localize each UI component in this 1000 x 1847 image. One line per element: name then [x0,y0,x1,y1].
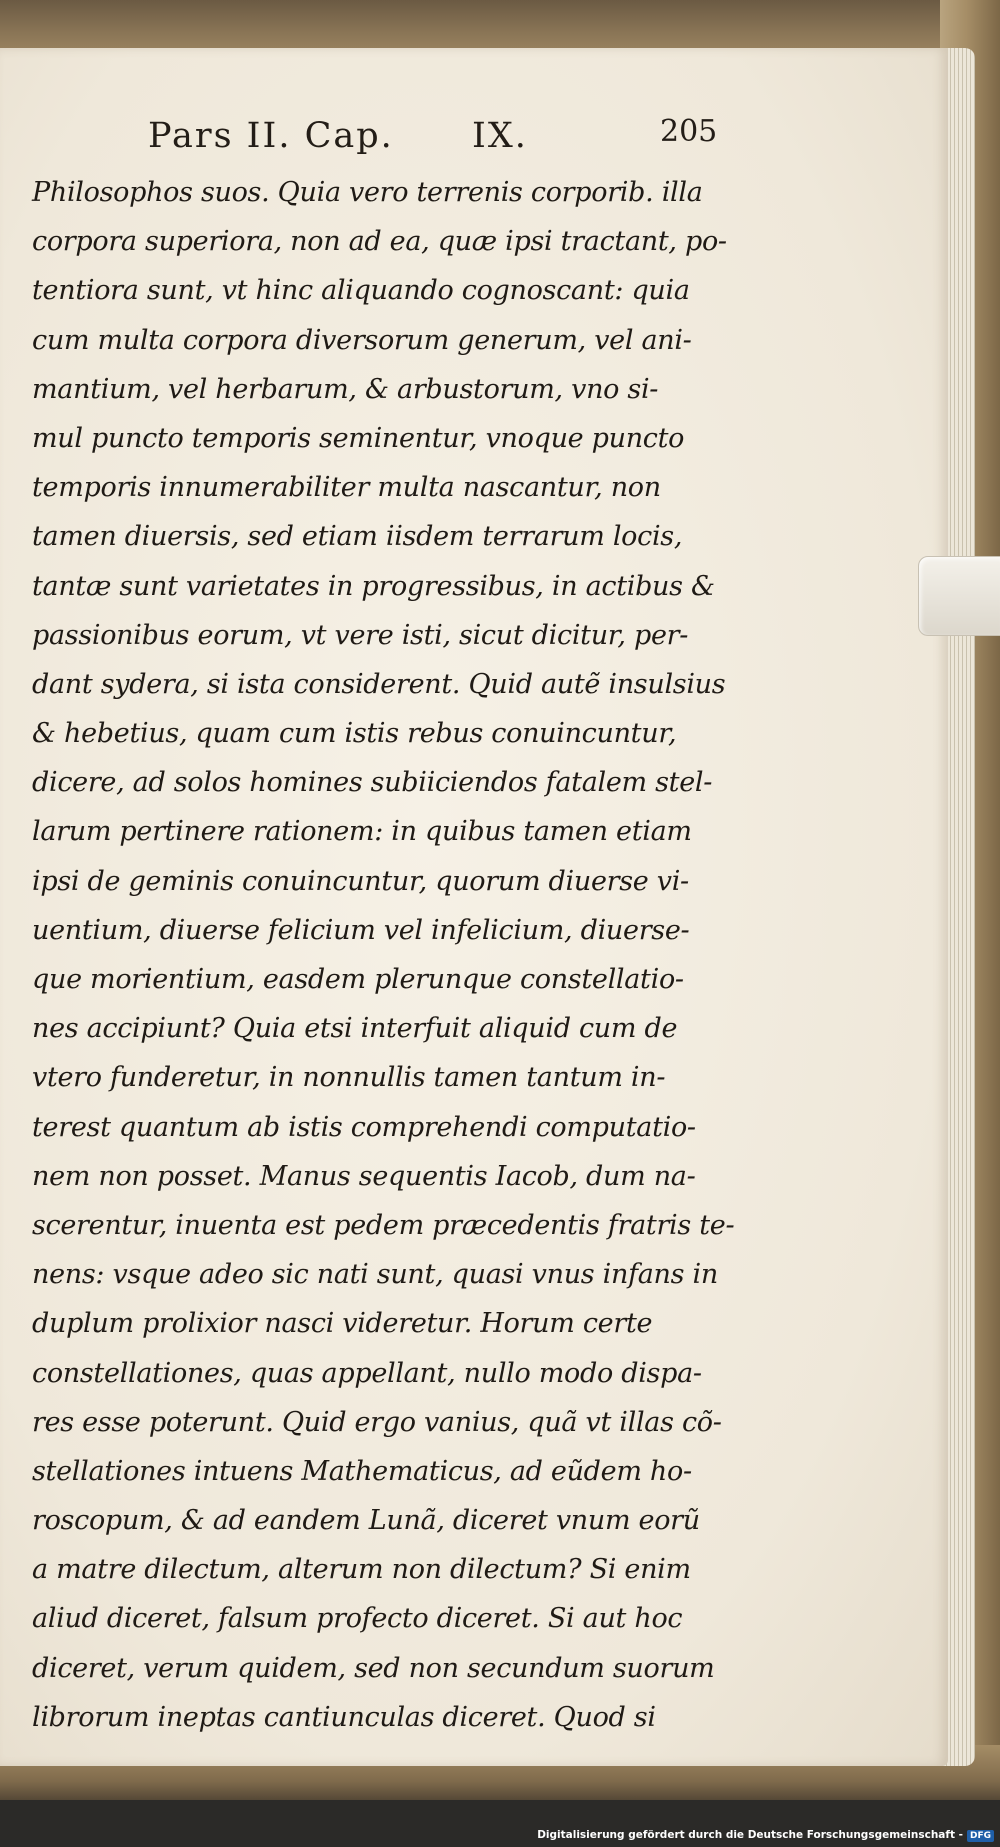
text-line: constellationes, quas appellant, nullo modo dispa- [32,1357,702,1389]
text-line: aliud diceret, falsum profecto diceret. Si aut hoc [32,1603,683,1635]
credit-text: Digitalisierung gefördert durch die Deutsche Forschungsgemeinschaft - [537,1829,963,1841]
text-line: librorum ineptas cantiunculas diceret. Quod si [32,1701,656,1733]
text-line: duplum prolixior nasci videretur. Horum certe [32,1308,653,1340]
text-line: uentium, diuerse felicium vel infelicium, diuerse- [32,914,690,946]
text-line: roscopum, & ad eandem Lunã, diceret vnum eorũ [32,1505,700,1537]
page-number: 205 [660,114,718,149]
text-line: & hebetius, quam cum istis rebus conuincuntur, [32,718,677,750]
text-line: passionibus eorum, vt vere isti, sicut dicitur, per- [32,619,689,651]
text-line: nens: vsque adeo sic nati sunt, quasi vnus infans in [32,1259,718,1291]
text-line: corpora superiora, non ad ea, quæ ipsi tractant, po- [32,226,727,258]
text-line: res esse poterunt. Quid ergo vanius, quã vt illas cõ- [32,1406,722,1438]
text-line: dicere, ad solos homines subiiciendos fatalem stel- [32,767,713,799]
text-line: terest quantum ab istis comprehendi computatio- [32,1111,696,1143]
text-line: diceret, verum quidem, sed non secundum suorum [32,1652,715,1684]
text-line: dant sydera, si ista considerent. Quid autẽ insulsius [32,668,726,700]
text-line: tentiora sunt, vt hinc aliquando cognoscant: quia [32,275,690,307]
running-header [148,116,708,156]
text-line: larum pertinere rationem: in quibus tamen etiam [32,816,692,848]
text-line: mul puncto temporis seminentur, vnoque puncto [32,422,685,454]
text-line: Philosophos suos. Quia vero terrenis corporib. illa [32,177,703,208]
text-line: nem non posset. Manus sequentis Iacob, dum na- [32,1160,696,1192]
text-line: ipsi de geminis conuincuntur, quorum diuerse vi- [32,865,689,897]
text-line: mantium, vel herbarum, & arbustorum, vno si- [32,373,659,405]
body-text [32,168,744,1742]
text-line: a matre dilectum, alterum non dilectum? Si enim [32,1554,691,1586]
text-line: que morientium, easdem plerunque constellatio- [32,964,684,995]
text-line: stellationes intuens Mathematicus, ad eũdem ho- [32,1455,692,1487]
page-clip-tab [918,556,1000,636]
text-line: nes accipiunt? Quia etsi interfuit aliquid cum de [32,1013,678,1045]
text-line: temporis innumerabiliter multa nascantur, non [32,472,661,504]
text-line: scerentur, inuenta est pedem præcedentis fratris te- [32,1209,735,1241]
header-chapter: IX. [472,116,528,156]
header-title: Pars II. Cap. [148,116,394,156]
text-line: tantæ sunt varietates in progressibus, in actibus & [32,570,715,602]
text-line: tamen diuersis, sed etiam iisdem terrarum locis, [32,521,683,553]
dfg-logo: DFG [967,1830,994,1842]
text-line: cum multa corpora diversorum generum, vel ani- [32,324,692,356]
text-line: vtero funderetur, in nonnullis tamen tantum in- [32,1062,666,1094]
digitization-credit [537,1829,994,1842]
